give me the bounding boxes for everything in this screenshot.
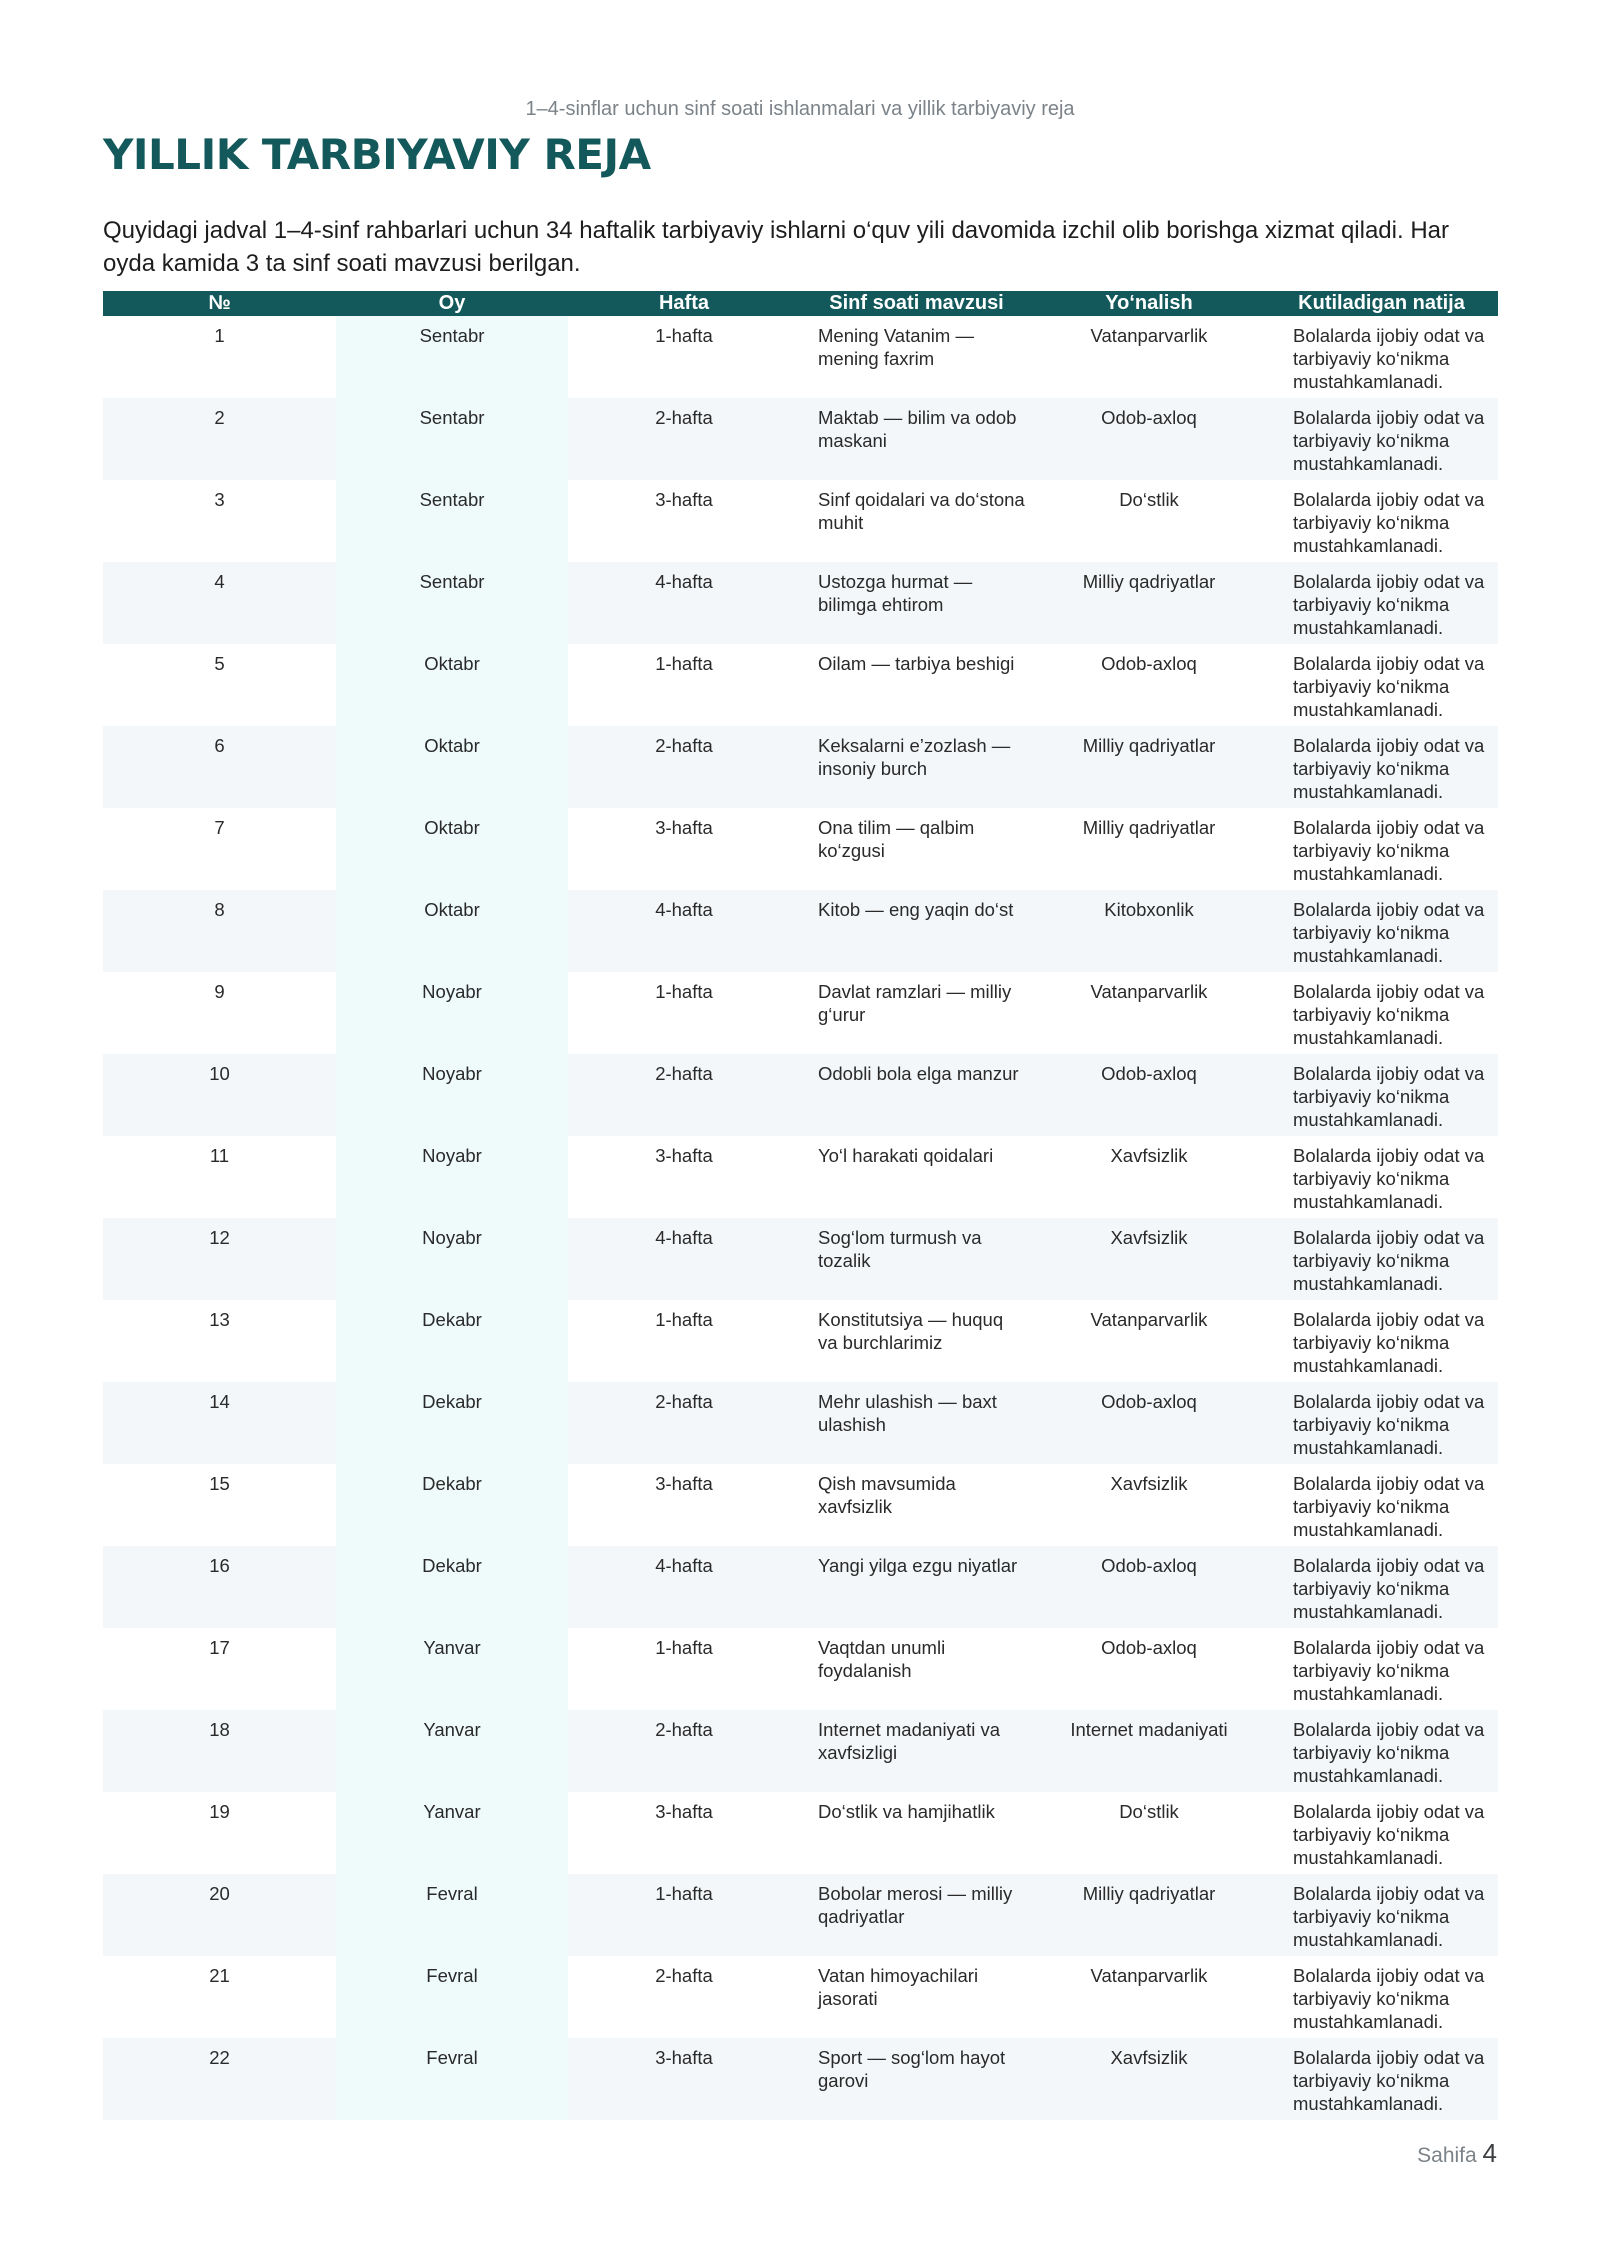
running-header: 1–4-sinflar uchun sinf soati ishlanmalari va yillik tarbiyaviy reja	[525, 98, 1075, 120]
cell-week: 3-hafta	[655, 1801, 713, 1822]
cell-week: 1-hafta	[655, 653, 713, 674]
cell-number: 10	[103, 1054, 336, 1136]
cell-result: Bolalarda ijobiy odat va tarbiyaviy ko‘nikma mustahkamlanadi.	[1265, 562, 1498, 644]
cell-number: 4	[103, 562, 336, 644]
cell-result: Bolalarda ijobiy odat va tarbiyaviy ko‘nikma mustahkamlanadi.	[1293, 1637, 1485, 1704]
cell-direction: Xavfsizlik	[1033, 1218, 1265, 1300]
table-row	[103, 1300, 1498, 1382]
cell-topic: Yangi yilga ezgu niyatlar	[800, 1546, 1033, 1628]
cell-week: 2-hafta	[568, 1382, 800, 1464]
cell-direction: Milliy qadriyatlar	[1033, 1874, 1265, 1956]
cell-result: Bolalarda ijobiy odat va tarbiyaviy ko‘nikma mustahkamlanadi.	[1293, 1309, 1485, 1376]
cell-week: 1-hafta	[655, 325, 713, 346]
cell-topic: Mening Vatanim — mening faxrim	[818, 325, 974, 369]
column-header-month: Oy	[336, 291, 568, 316]
cell-month: Oktabr	[336, 808, 568, 890]
table-row	[103, 1136, 1498, 1218]
cell-direction: Vatanparvarlik	[1090, 325, 1208, 346]
cell-week: 2-hafta	[568, 726, 800, 808]
cell-topic: Vatan himoyachilari jasorati	[818, 1965, 979, 2009]
cell-number: 20	[103, 1874, 336, 1956]
cell-direction: Odob-axloq	[1033, 1054, 1265, 1136]
cell-number: 6	[103, 726, 336, 808]
cell-topic: Bobolar merosi — milliy qadriyatlar	[800, 1874, 1033, 1956]
cell-week: 2-hafta	[568, 1710, 800, 1792]
cell-topic: Ona tilim — qalbim ko‘zgusi	[818, 817, 975, 861]
cell-week: 3-hafta	[655, 817, 713, 838]
cell-result: Bolalarda ijobiy odat va tarbiyaviy ko‘nikma mustahkamlanadi.	[1293, 1965, 1485, 2032]
cell-direction: Odob-axloq	[1033, 1546, 1265, 1628]
cell-direction: Milliy qadriyatlar	[1033, 726, 1265, 808]
cell-result: Bolalarda ijobiy odat va tarbiyaviy ko‘nikma mustahkamlanadi.	[1293, 981, 1485, 1048]
column-header-number: №	[103, 291, 336, 316]
cell-topic: Ustozga hurmat — bilimga ehtirom	[800, 562, 1033, 644]
table-row	[103, 1792, 1498, 1874]
cell-week: 4-hafta	[568, 1546, 800, 1628]
cell-week: 3-hafta	[568, 2038, 800, 2120]
cell-direction: Do‘stlik	[1119, 1801, 1179, 1822]
cell-week: 1-hafta	[568, 1874, 800, 1956]
cell-number: 11	[209, 1145, 230, 1166]
cell-direction: Internet madaniyati	[1033, 1710, 1265, 1792]
cell-direction: Xavfsizlik	[1110, 1145, 1188, 1166]
cell-topic: Sog‘lom turmush va tozalik	[800, 1218, 1033, 1300]
table-row	[103, 398, 1498, 480]
cell-number: 14	[103, 1382, 336, 1464]
cell-month: Sentabr	[336, 480, 568, 562]
cell-number: 8	[103, 890, 336, 972]
cell-month: Sentabr	[336, 398, 568, 480]
cell-month: Sentabr	[336, 562, 568, 644]
table-row	[103, 1956, 1498, 2038]
cell-number: 3	[214, 489, 225, 510]
table-row	[103, 1054, 1498, 1136]
cell-topic: Do‘stlik va hamjihatlik	[818, 1801, 995, 1822]
table-row	[103, 808, 1498, 890]
cell-topic: Mehr ulashish — baxt ulashish	[800, 1382, 1033, 1464]
cell-topic: Keksalarni e’zozlash — insoniy burch	[800, 726, 1033, 808]
cell-topic: Oilam — tarbiya beshigi	[818, 653, 1015, 674]
table-body	[103, 316, 1498, 2120]
cell-month: Dekabr	[336, 1546, 568, 1628]
cell-direction: Odob-axloq	[1101, 653, 1197, 674]
cell-number: 19	[209, 1801, 230, 1822]
table-row	[103, 644, 1498, 726]
table-row	[103, 1464, 1498, 1546]
cell-week: 1-hafta	[655, 1309, 713, 1330]
cell-result: Bolalarda ijobiy odat va tarbiyaviy ko‘nikma mustahkamlanadi.	[1265, 2038, 1498, 2120]
cell-topic: Konstitutsiya — huquq va burchlarimiz	[818, 1309, 1004, 1353]
cell-result: Bolalarda ijobiy odat va tarbiyaviy ko‘nikma mustahkamlanadi.	[1265, 726, 1498, 808]
cell-direction: Milliy qadriyatlar	[1033, 562, 1265, 644]
table-row	[103, 1874, 1498, 1956]
cell-month: Noyabr	[336, 1136, 568, 1218]
table-row	[103, 1546, 1498, 1628]
footer-label: Sahifa	[1417, 2144, 1477, 2167]
cell-month: Yanvar	[336, 1710, 568, 1792]
cell-result: Bolalarda ijobiy odat va tarbiyaviy ko‘nikma mustahkamlanadi.	[1265, 1710, 1498, 1792]
cell-number: 22	[103, 2038, 336, 2120]
cell-topic: Internet madaniyati va xavfsizligi	[800, 1710, 1033, 1792]
cell-direction: Xavfsizlik	[1033, 2038, 1265, 2120]
cell-month: Noyabr	[336, 972, 568, 1054]
cell-week: 1-hafta	[655, 981, 713, 1002]
cell-month: Oktabr	[336, 644, 568, 726]
cell-result: Bolalarda ijobiy odat va tarbiyaviy ko‘nikma mustahkamlanadi.	[1293, 1473, 1485, 1540]
cell-month: Dekabr	[336, 1464, 568, 1546]
cell-topic: Davlat ramzlari — milliy g‘urur	[818, 981, 1012, 1025]
cell-number: 17	[209, 1637, 230, 1658]
table-row	[103, 972, 1498, 1054]
table-row	[103, 480, 1498, 562]
cell-week: 4-hafta	[568, 890, 800, 972]
cell-month: Dekabr	[336, 1300, 568, 1382]
cell-direction: Vatanparvarlik	[1090, 981, 1208, 1002]
cell-number: 18	[103, 1710, 336, 1792]
cell-month: Yanvar	[336, 1628, 568, 1710]
column-header-result: Kutiladigan natija	[1265, 291, 1498, 316]
cell-direction: Xavfsizlik	[1110, 1473, 1188, 1494]
table-header-row	[103, 291, 1498, 316]
page-footer	[1417, 2138, 1497, 2169]
table-row	[103, 1710, 1498, 1792]
cell-result: Bolalarda ijobiy odat va tarbiyaviy ko‘nikma mustahkamlanadi.	[1265, 1546, 1498, 1628]
cell-month: Fevral	[336, 1956, 568, 2038]
cell-week: 3-hafta	[655, 489, 713, 510]
cell-result: Bolalarda ijobiy odat va tarbiyaviy ko‘nikma mustahkamlanadi.	[1293, 489, 1485, 556]
plan-table	[103, 291, 1498, 2120]
cell-week: 4-hafta	[568, 1218, 800, 1300]
cell-week: 2-hafta	[655, 1965, 713, 1986]
cell-number: 21	[209, 1965, 230, 1986]
column-header-topic: Sinf soati mavzusi	[800, 291, 1033, 316]
cell-number: 12	[103, 1218, 336, 1300]
table-row	[103, 890, 1498, 972]
cell-month: Fevral	[336, 1874, 568, 1956]
page-number: 4	[1482, 2138, 1497, 2168]
cell-number: 13	[209, 1309, 230, 1330]
cell-week: 1-hafta	[655, 1637, 713, 1658]
cell-result: Bolalarda ijobiy odat va tarbiyaviy ko‘nikma mustahkamlanadi.	[1265, 1218, 1498, 1300]
table-row	[103, 726, 1498, 808]
cell-month: Fevral	[336, 2038, 568, 2120]
cell-direction: Milliy qadriyatlar	[1082, 817, 1216, 838]
intro-paragraph: Quyidagi jadval 1–4-sinf rahbarlari uchun 34 haftalik tarbiyaviy ishlarni o‘quv yili davomida izchil olib borishga xizmat qiladi. Har oyda kamida 3 ta sinf soati mavzusi berilgan.	[103, 217, 1449, 277]
cell-week: 3-hafta	[655, 1473, 713, 1494]
table-row	[103, 316, 1498, 398]
cell-topic: Odobli bola elga manzur	[800, 1054, 1033, 1136]
cell-number: 7	[214, 817, 225, 838]
cell-month: Noyabr	[336, 1218, 568, 1300]
cell-direction: Odob-axloq	[1101, 1637, 1197, 1658]
cell-result: Bolalarda ijobiy odat va tarbiyaviy ko‘nikma mustahkamlanadi.	[1265, 1054, 1498, 1136]
cell-week: 3-hafta	[655, 1145, 713, 1166]
cell-topic: Vaqtdan unumli foydalanish	[818, 1637, 946, 1681]
cell-topic: Maktab — bilim va odob maskani	[800, 398, 1033, 480]
table-row	[103, 562, 1498, 644]
cell-topic: Sport — sog‘lom hayot garovi	[800, 2038, 1033, 2120]
cell-direction: Do‘stlik	[1119, 489, 1179, 510]
cell-result: Bolalarda ijobiy odat va tarbiyaviy ko‘nikma mustahkamlanadi.	[1265, 1874, 1498, 1956]
cell-result: Bolalarda ijobiy odat va tarbiyaviy ko‘nikma mustahkamlanadi.	[1293, 1145, 1485, 1212]
cell-week: 2-hafta	[568, 1054, 800, 1136]
cell-month: Sentabr	[336, 316, 568, 398]
cell-month: Yanvar	[336, 1792, 568, 1874]
cell-result: Bolalarda ijobiy odat va tarbiyaviy ko‘nikma mustahkamlanadi.	[1265, 1382, 1498, 1464]
page-title: YILLIK TARBIYAVIY REJA	[103, 130, 651, 179]
column-header-direction: Yo‘nalish	[1033, 291, 1265, 316]
cell-month: Noyabr	[336, 1054, 568, 1136]
cell-direction: Vatanparvarlik	[1090, 1965, 1208, 1986]
cell-topic: Kitob — eng yaqin do‘st	[800, 890, 1033, 972]
table-row	[103, 1628, 1498, 1710]
cell-month: Oktabr	[336, 890, 568, 972]
cell-topic: Qish mavsumida xavfsizlik	[818, 1473, 956, 1517]
table-row	[103, 2038, 1498, 2120]
table-row	[103, 1218, 1498, 1300]
table-row	[103, 1382, 1498, 1464]
cell-number: 15	[209, 1473, 230, 1494]
cell-topic: Yo‘l harakati qoidalari	[818, 1145, 994, 1166]
cell-direction: Kitobxonlik	[1033, 890, 1265, 972]
cell-direction: Vatanparvarlik	[1090, 1309, 1208, 1330]
cell-week: 2-hafta	[568, 398, 800, 480]
cell-number: 2	[103, 398, 336, 480]
cell-week: 4-hafta	[568, 562, 800, 644]
cell-result: Bolalarda ijobiy odat va tarbiyaviy ko‘nikma mustahkamlanadi.	[1293, 1801, 1485, 1868]
cell-direction: Odob-axloq	[1033, 1382, 1265, 1464]
cell-number: 5	[214, 653, 225, 674]
cell-result: Bolalarda ijobiy odat va tarbiyaviy ko‘nikma mustahkamlanadi.	[1265, 398, 1498, 480]
cell-month: Oktabr	[336, 726, 568, 808]
cell-result: Bolalarda ijobiy odat va tarbiyaviy ko‘nikma mustahkamlanadi.	[1293, 325, 1485, 392]
cell-result: Bolalarda ijobiy odat va tarbiyaviy ko‘nikma mustahkamlanadi.	[1293, 653, 1485, 720]
column-header-week: Hafta	[568, 291, 800, 316]
cell-month: Dekabr	[336, 1382, 568, 1464]
cell-direction: Odob-axloq	[1033, 398, 1265, 480]
cell-result: Bolalarda ijobiy odat va tarbiyaviy ko‘nikma mustahkamlanadi.	[1265, 890, 1498, 972]
cell-topic: Sinf qoidalari va do‘stona muhit	[818, 489, 1025, 533]
cell-number: 16	[103, 1546, 336, 1628]
cell-result: Bolalarda ijobiy odat va tarbiyaviy ko‘nikma mustahkamlanadi.	[1293, 817, 1485, 884]
cell-number: 9	[214, 981, 225, 1002]
cell-number: 1	[214, 325, 225, 346]
